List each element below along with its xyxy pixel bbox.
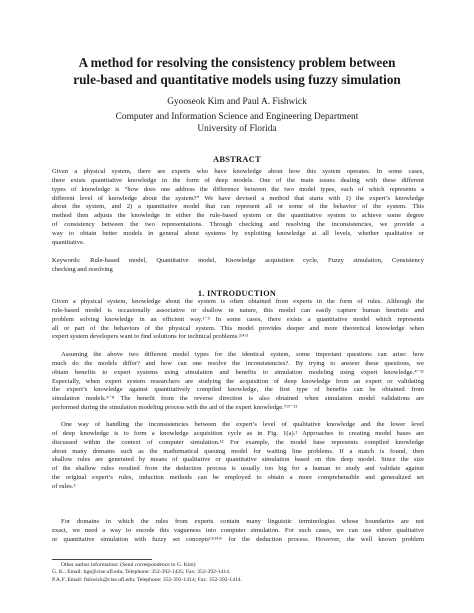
footnotes: [52, 562, 424, 584]
body-line: Especially, when expert system researchers are studying the acquisition of deep knowledge from an expert or validating: [52, 377, 424, 385]
body-line: the original expert’s rules, induction methods can be employed to obtain a more comprehensible and generalized set: [52, 474, 424, 482]
body-line: all or part of the behaviors of the physical system. This model provides deeper and more theoretical knowledge when: [52, 324, 424, 332]
affiliation-line: Computer and Information Science and Engineering Department: [115, 112, 359, 122]
body-line: One way of handling the inconsistencies between the expert’s level of qualitative knowledge and the lower level: [61, 421, 424, 428]
body-line: the expert’s knowledge against quantitatively compiled knowledge, the first type of benefits can be obtained from: [52, 386, 424, 394]
body-line: shallow rules are generated by means of qualitative or quantitative simulation based on this deep model. Since the size: [52, 456, 424, 464]
section-heading-introduction: 1. INTRODUCTION: [197, 289, 277, 298]
footnote-line: G. K.: Email: kgs@cise.ufl.edu; Telephone: 352-392-1435; Fax: 352-392-1414.: [52, 569, 231, 576]
body-line: of deep knowledge is to form a knowledge acquisition cycle as in Fig. 1(a).² Approaches to creating model bases are: [52, 429, 424, 437]
abstract-line: about the system, and 2) a quantitative model that can represent all or some of the behavior of the system. This: [52, 203, 424, 211]
abstract-line: there exists quantitative knowledge in the form of deep models. One of the main issues dealing with these different: [52, 176, 424, 184]
body-line: problem solving knowledge in an efficient way.¹⁻³ In some cases, there exists a quantitative model which represents: [52, 315, 424, 323]
intro-paragraph-4: [52, 518, 424, 545]
keywords-line: checking and resolving: [52, 265, 113, 273]
footnote-line: Other author information: (Send correspondence to G. Kim): [61, 562, 196, 568]
body-line: obtain benefits to expert systems using simulation and benefits to simulation modeling using expert knowledge.⁴⁻¹¹: [52, 368, 424, 376]
body-line: about many domains such as the mathematical queuing model for waiting line problems. If a match is found, then: [52, 447, 424, 455]
footnote-line: P.A.F: Email: fishwick@cise.ufl.edu; Telephone: 352-392-1414; Fax: 352-392-1414.: [52, 576, 243, 583]
body-line: performed during the simulation modeling process with the aid of the expert knowledge.⁷ʴ⁹⁻¹¹: [52, 404, 298, 412]
abstract-line: types of knowledge is “how does one address the difference between the two model types, each of which represents a: [52, 185, 424, 193]
title-line: rule-based and quantitative models using fuzzy simulation: [73, 72, 401, 87]
keywords-line: Keywords: Rule-based model, Quantitative model, Knowledge acquisition cycle, Fuzzy simulation, Consistency: [52, 257, 424, 264]
affiliation-line: University of Florida: [197, 123, 277, 134]
affiliation: [20, 112, 454, 135]
abstract-line: method then adjusts the knowledge in either the rule-based system or the quantitative system to achieve some degree: [52, 212, 424, 220]
body-line: simulation models.⁴⁻⁸ The benefit from the reverse direction is also obtained when simulation model validations are: [52, 395, 424, 403]
abstract-line: way to obtain better models in general about systems by exploiting knowledge at all levels, whether qualitative or: [52, 229, 424, 237]
body-line: of rules.²: [52, 482, 76, 490]
body-line: much do the models differ? and how can one resolve the inconsistencies?. By trying to answer these questions, we: [52, 359, 424, 367]
abstract-line: quantitative.: [52, 238, 85, 246]
body-line: discussed within the context of computer simulation.¹² For example, the model base represents compiled knowledge: [52, 438, 424, 446]
body-line: Assuming the above two different model types for the identical system, some important questions can arise: how: [61, 351, 424, 358]
body-line: exact, we need a way to encode this vagueness into computer simulation. For such cases, we can use either qualitative: [52, 526, 424, 534]
keywords: [52, 257, 424, 275]
body-line: or quantitative simulation with fuzzy set concepts¹³ʴ¹⁴ʴ⁶ for the deduction process. However, the well known problem: [52, 535, 424, 543]
body-line: Given a physical system, knowledge about the system is often obtained from experts in the form of rules. Although the: [52, 298, 424, 305]
abstract-line: of consistency between the two representations. Through checking and resolving the inconsistencies, we provide a: [52, 221, 424, 229]
paper-title: [20, 54, 454, 88]
abstract-line: different level of knowledge about the system?” We have devised a method that starts with 1) the expert’s knowledge: [52, 194, 424, 202]
body-line: expert system developers want to find solutions for technical problems.²ʴ⁴ʴ³: [52, 333, 248, 341]
author-list: Gyooseok Kim and Paul A. Fishwick: [167, 97, 307, 107]
body-line: For domains in which the rules from experts contain many linguistic terminologies whose boundaries are not: [61, 518, 424, 525]
intro-paragraph-3: [52, 421, 424, 492]
body-line: rule-based model is occasionally associative or shallow in nature, this model can easily capture human heuristic and: [52, 306, 424, 314]
footnote-divider: [52, 559, 152, 560]
abstract-heading: ABSTRACT: [212, 155, 261, 164]
abstract-body: [52, 168, 424, 248]
intro-paragraph-2: [52, 351, 424, 413]
intro-paragraph-1: [52, 298, 424, 342]
body-line: of the shallow rules resulted from the deduction process is usually too big for a human to study and validate against: [52, 465, 424, 473]
title-line: A method for resolving the consistency problem between: [78, 55, 396, 70]
abstract-line: Given a physical system, there are experts who have knowledge about how this system operates. In some cases,: [52, 168, 424, 175]
